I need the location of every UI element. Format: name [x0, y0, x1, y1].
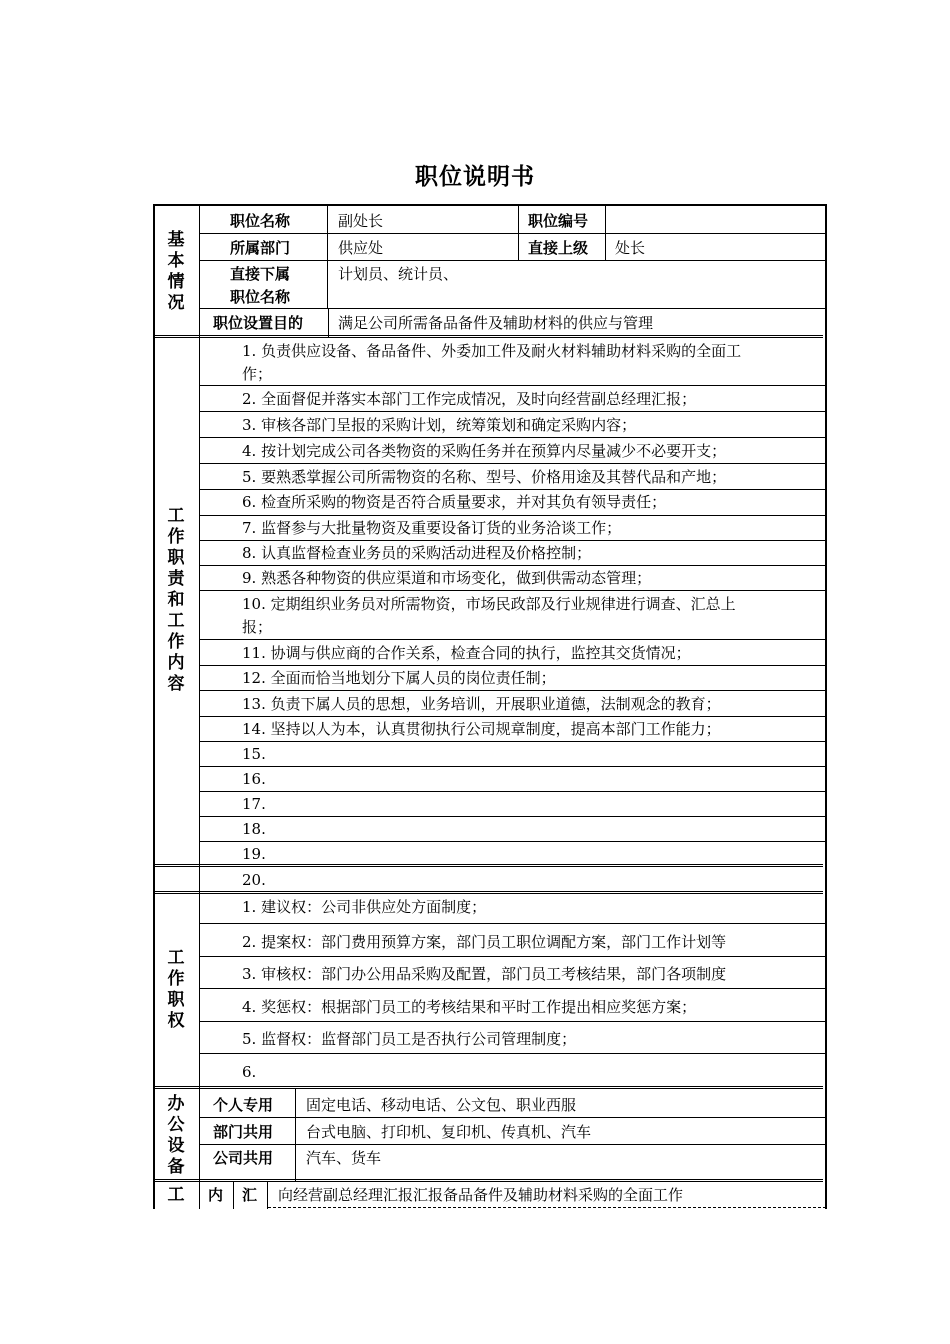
section-line [155, 1179, 823, 1182]
duty-item: 8. 认真监督检查业务员的采购活动进程及价格控制； [242, 544, 592, 562]
row-line [199, 923, 825, 924]
authority-item: 6. [242, 1063, 257, 1081]
row-line [199, 463, 825, 464]
row-line [199, 956, 825, 957]
supervisor-value: 处长 [615, 239, 646, 257]
duty-item: 17. [242, 795, 266, 813]
equipment-company-label: 公司共用 [213, 1149, 274, 1167]
col-divider [295, 1089, 296, 1181]
duty-item: 18. [242, 820, 266, 838]
subordinates-label-2: 职位名称 [230, 288, 291, 306]
duty-item: 14. 坚持以人为本，认真贯彻执行公司规章制度，提高本部门工作能力； [242, 720, 721, 738]
section-divider [199, 206, 200, 1209]
row-line [199, 1053, 825, 1054]
section-label-equipment: 办公设备 [167, 1094, 185, 1177]
department-label: 所属部门 [230, 239, 291, 257]
duty-item: 19. [242, 845, 266, 863]
duty-item: 7. 监督参与大批量物资及重要设备订货的业务洽谈工作； [242, 519, 622, 537]
purpose-label: 职位设置目的 [213, 314, 304, 332]
row-line [199, 639, 825, 640]
row-line [199, 1144, 825, 1145]
duty-item: 9. 熟悉各种物资的供应渠道和市场变化，做到供需动态管理； [242, 569, 652, 587]
relations-report-label: 汇 [242, 1186, 258, 1204]
duty-item: 16. [242, 770, 266, 788]
duty-item: 10. 定期组织业务员对所需物资，市场民政部及行业规律进行调查、汇总上 [242, 595, 736, 613]
section-line [155, 1086, 823, 1089]
duty-item-cont: 作； [242, 365, 273, 383]
relations-value: 向经营副总经理汇报汇报备品备件及辅助材料采购的全面工作 [278, 1186, 684, 1204]
page-cut-line [268, 1207, 826, 1208]
col-divider [233, 1182, 234, 1209]
authority-item: 1. 建议权：公司非供应处方面制度； [242, 898, 487, 916]
row-line [199, 260, 825, 261]
job-number-label: 职位编号 [528, 212, 589, 230]
equipment-personal-value: 固定电话、移动电话、公文包、职业西服 [306, 1096, 577, 1114]
row-line [199, 385, 825, 386]
row-line [199, 816, 825, 817]
duty-item: 3. 审核各部门呈报的采购计划，统筹策划和确定采购内容； [242, 416, 637, 434]
duty-item: 11. 协调与供应商的合作关系，检查合同的执行，监控其交货情况； [242, 644, 691, 662]
relations-internal-label: 内 [208, 1186, 224, 1204]
duty-item: 4. 按计划完成公司各类物资的采购任务并在预算内尽量减少不必要开支； [242, 442, 727, 460]
duty-item: 2. 全面督促并落实本部门工作完成情况，及时向经营副总经理汇报； [242, 390, 697, 408]
authority-item: 3. 审核权：部门办公用品采购及配置，部门员工考核结果，部门各项制度 [242, 965, 727, 983]
duty-item: 15. [242, 745, 266, 763]
equipment-personal-label: 个人专用 [213, 1096, 274, 1114]
row-line [199, 741, 825, 742]
row-line [199, 437, 825, 438]
page-title: 职位说明书 [415, 164, 535, 190]
equipment-department-label: 部门共用 [213, 1123, 274, 1141]
subordinates-value: 计划员、统计员、 [338, 265, 459, 283]
row-line [199, 791, 825, 792]
section-line [155, 335, 823, 338]
supervisor-label: 直接上级 [528, 239, 589, 257]
department-value: 供应处 [338, 239, 384, 257]
subordinates-label: 直接下属 [230, 265, 291, 283]
duty-item: 13. 负责下属人员的思想，业务培训，开展职业道德，法制观念的教育； [242, 695, 721, 713]
row-line [199, 988, 825, 989]
col-divider [267, 1182, 268, 1209]
authority-item: 4. 奖惩权：根据部门员工的考核结果和平时工作提出相应奖惩方案； [242, 998, 697, 1016]
col-divider [327, 206, 328, 308]
duty-item: 6. 检查所采购的物资是否符合质量要求，并对其负有领导责任； [242, 493, 667, 511]
equipment-department-value: 台式电脑、打印机、复印机、传真机、汽车 [306, 1123, 592, 1141]
row-line [199, 1117, 825, 1118]
authority-item: 5. 监督权：监督部门员工是否执行公司管理制度； [242, 1030, 577, 1048]
duty-item: 1. 负责供应设备、备品备件、外委加工件及耐火材料辅助材料采购的全面工 [242, 342, 742, 360]
section-label-authority: 工作职权 [167, 948, 185, 1031]
row-line [199, 1021, 825, 1022]
row-line [199, 411, 825, 412]
authority-item: 2. 提案权：部门费用预算方案，部门员工职位调配方案，部门工作计划等 [242, 933, 727, 951]
section-label-duties: 工作职责和工作内容 [167, 506, 185, 694]
duty-item: 20. [242, 871, 266, 889]
col-divider [328, 309, 329, 337]
equipment-company-value: 汽车、货车 [306, 1149, 382, 1167]
purpose-value: 满足公司所需备品备件及辅助材料的供应与管理 [338, 314, 654, 332]
row-line [199, 233, 825, 234]
job-title-value: 副处长 [338, 212, 384, 230]
duty-item: 12. 全面而恰当地划分下属人员的岗位责任制； [242, 669, 556, 687]
section-label-relations: 工 [167, 1185, 185, 1205]
row-line [199, 690, 825, 691]
row-line [199, 308, 825, 309]
row-line [199, 766, 825, 767]
section-label-basic: 基本情况 [167, 230, 185, 313]
duty-item-cont: 报； [242, 618, 273, 636]
row-line [199, 841, 825, 842]
job-title-label: 职位名称 [230, 212, 291, 230]
duty-item: 5. 要熟悉掌握公司所需物资的名称、型号、价格用途及其替代品和产地； [242, 468, 727, 486]
row-line [199, 590, 825, 591]
